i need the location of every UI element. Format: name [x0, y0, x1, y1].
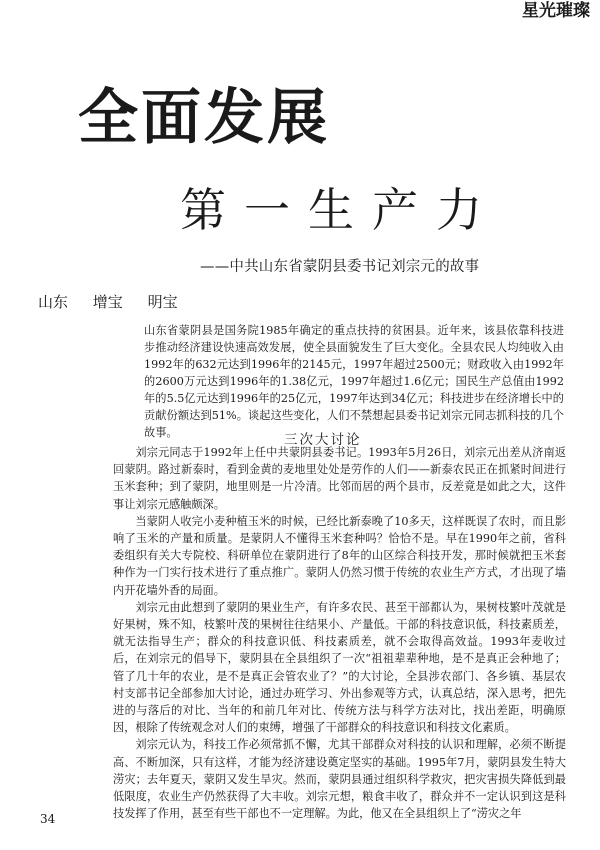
body-paragraph: 刘宗元由此想到了蒙阴的果业生产，有许多农民、甚至干部都认为，果树枝繁叶茂就是好果树，殊不知，枝繁叶茂的果树往往结果小、产量低。干部的科技意识低，科技素质差，就无法指导生产；群众的科技意识低、科技素质差，就不会取得高效益。1993年麦收过后，在刘宗元的倡导下，蒙阴县在全县组织了一次“祖祖辈辈种地，是不是真正会种地了；管了几十年的农业，是不是真正会管农业了？”的大讨论，全县涉农部门、各乡镇、基层农村支部书记全部参加大讨论，通过办班学习、外出参观等方式，认真总结，深入思考，把先进的与落后的对比、当年的和前几年对比、传统方法与科学方法对比，找出差距，明确原因，根除了传统观念对人们的束缚，增强了干部群众的科技意识和科技文化素质。 [113, 600, 566, 735]
header-label: 星光璀璨 [522, 1, 590, 21]
body-paragraph: 当蒙阴人收完小麦种植玉米的时候，已经比新泰晚了10多天，这样既误了农时，而且影响了玉米的产量和质量。是蒙阴人不懂得玉米套种吗？恰恰不是。早在1990年之前，省科委组织有关大专院校、科研单位在蒙阴进行了8年的山区综合科技开发，那时候就把玉米套种作为一门实行技术进行了重点推广。蒙阴人仍然习惯于传统的农业生产方式，才出现了墙内开花墙外香的局面。 [113, 514, 566, 597]
body-paragraph: 刘宗元认为，科技工作必须常抓不懈，尤其干部群众对科技的认识和理解，必须不断提高、不断加深，只有这样，才能为经济建设奠定坚实的基础。1995年7月，蒙阴县发生特大涝灾；去年夏天，蒙阴又发生旱灾。然而，蒙阴县通过组织科学救灾，把灾害损失降低到最低限度，农业生产仍然获得了大丰收。刘宗元想，粮食丰收了，群众并不一定认识到这是科技发挥了作用，甚至有些干部也不一定理解。为此，他又在全县组织上了“涝灾之年 [113, 738, 566, 821]
author-name: 明宝 [147, 293, 178, 311]
body-paragraph: 刘宗元同志于1992年上任中共蒙阴县委书记。1993年5月26日，刘宗元出差从济南返回蒙阴。路过新泰时，看到金黄的麦地里处处是劳作的人们——新泰农民正在抓紧时间进行玉米套种；到了蒙阴，地里则是一片冷清。比邻而居的两个县市，反差竟是如此之大，这件事让刘宗元感触颇深。 [113, 446, 566, 511]
author-name: 增宝 [92, 293, 123, 311]
article-body [113, 444, 566, 822]
intro-paragraph: 山东省蒙阴县是国务院1985年确定的重点扶持的贫困县。近年来，该县依靠科技进步推动经济建设快速高效发展，使全县面貌发生了巨大变化。全县农民人均纯收入由1992年的632元达到1996年的2145元，1997年超过2500元；财政收入由1992年的2600万元达到1996年的1.38亿元，1997年超过1.6亿元；国民生产总值由1992年的5.5亿元达到1996年的25亿元，1997年达到34亿元；科技进步在经济增长中的贡献份额达到51%。谈起这些变化，人们不禁想起县委书记刘宗元同志抓科技的几个故事。 [144, 324, 564, 439]
author-byline [38, 291, 198, 312]
article-title: 全面发展 [78, 83, 330, 153]
article-title-secondary: 第一生产力 [180, 183, 500, 237]
author-location: 山东 [38, 293, 69, 311]
page-number: 34 [40, 812, 56, 826]
article-subtitle: ——中共山东省蒙阴县委书记刘宗元的故事 [200, 259, 480, 275]
section-heading: 三次大讨论 [284, 432, 362, 448]
